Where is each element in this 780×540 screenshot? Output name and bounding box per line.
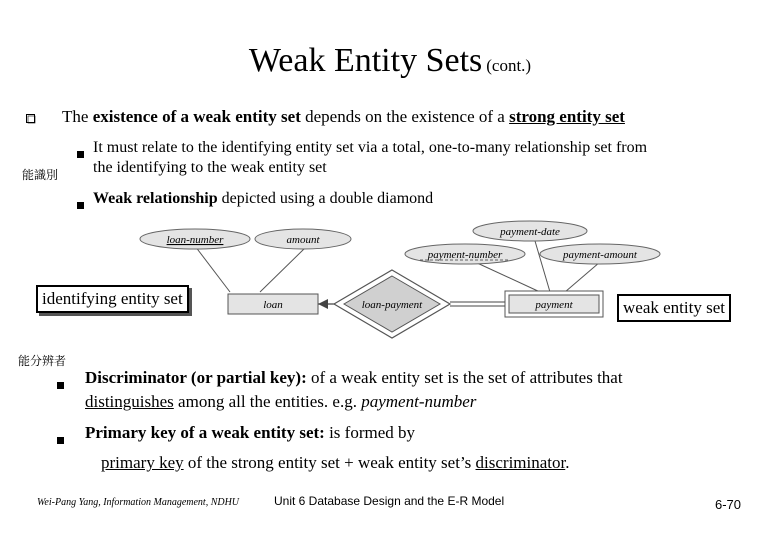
attr-loan-number-label: loan-number xyxy=(166,234,224,246)
callout-identifying-entity-set: identifying entity set xyxy=(36,285,189,313)
edge-amount xyxy=(260,248,305,292)
distinguishes-underlined: distinguishes xyxy=(85,392,174,411)
primary-key-underlined: primary key xyxy=(101,453,184,472)
square-bullet-icon xyxy=(77,145,84,163)
sub-bullet-relate-line1: It must relate to the identifying entity set via a total, one-to-many relationship set from xyxy=(93,139,648,156)
entity-loan-label: loan xyxy=(263,299,283,311)
weak-relationship-bold: Weak relationship xyxy=(93,190,218,207)
bullet1-mid: depends on the existence of a xyxy=(300,107,510,126)
title-main: Weak Entity Sets xyxy=(248,42,483,79)
primary-key-mid: of the strong entity set + weak entity set’s xyxy=(183,453,476,472)
sub-bullet-weak-relationship xyxy=(93,190,433,208)
bullet1-strong-entity: strong entity set xyxy=(509,107,625,126)
edge-payment-number xyxy=(475,262,540,292)
attr-payment-amount-label: payment-amount xyxy=(563,249,637,261)
attr-payment-date-label: payment-date xyxy=(500,226,560,238)
edge-payment-amount xyxy=(565,262,600,292)
edge-loan-number xyxy=(195,246,230,292)
square-bullet-icon xyxy=(77,196,84,214)
point-primary-key-line2 xyxy=(101,453,570,473)
attr-amount-label: amount xyxy=(286,234,320,246)
attr-payment-number-label: payment-number xyxy=(427,249,503,261)
title-suffix: (cont.) xyxy=(486,56,532,75)
discriminator-underlined: discriminator xyxy=(475,453,566,472)
primary-key-end: . xyxy=(565,453,570,472)
annotation-identify: 能識別 xyxy=(22,168,59,182)
footer-author: Wei-Pang Yang, Information Management, NDHU xyxy=(37,497,240,508)
point-discriminator-line1 xyxy=(85,368,623,388)
primary-key-rest: is formed by xyxy=(324,423,416,442)
entity-payment-label: payment xyxy=(535,299,573,311)
point-discriminator-line2 xyxy=(85,392,476,412)
bullet1-pre: The xyxy=(62,107,93,126)
point-primary-key-line1 xyxy=(85,423,415,443)
example-payment-number: payment-number xyxy=(361,392,477,411)
discriminator-bold: Discriminator (or partial key): xyxy=(85,368,307,387)
callout-weak-entity-set: weak entity set xyxy=(617,294,731,322)
square-bullet-icon xyxy=(57,431,64,449)
hollow-square-bullet-icon xyxy=(26,111,36,129)
primary-key-bold: Primary key of a weak entity set: xyxy=(85,423,325,442)
relationship-label: loan-payment xyxy=(361,299,423,311)
er-diagram xyxy=(130,218,675,343)
footer-unit: Unit 6 Database Design and the E-R Model xyxy=(274,494,505,508)
weak-relationship-rest: depicted using a double diamond xyxy=(217,190,434,207)
discriminator-rest: of a weak entity set is the set of attributes that xyxy=(306,368,623,387)
square-bullet-icon xyxy=(57,376,64,394)
annotation-distinguish: 能分辨者 xyxy=(18,354,67,368)
bullet-existence xyxy=(62,107,625,127)
footer-page-number: 6-70 xyxy=(715,497,742,512)
bullet1-bold: existence of a weak entity set xyxy=(92,107,301,126)
discriminator-line2-rest: among all the entities. e.g. xyxy=(173,392,362,411)
slide-title xyxy=(0,42,780,80)
arrow-icon xyxy=(318,299,328,309)
sub-bullet-relate-line2: the identifying to the weak entity set xyxy=(93,159,327,176)
